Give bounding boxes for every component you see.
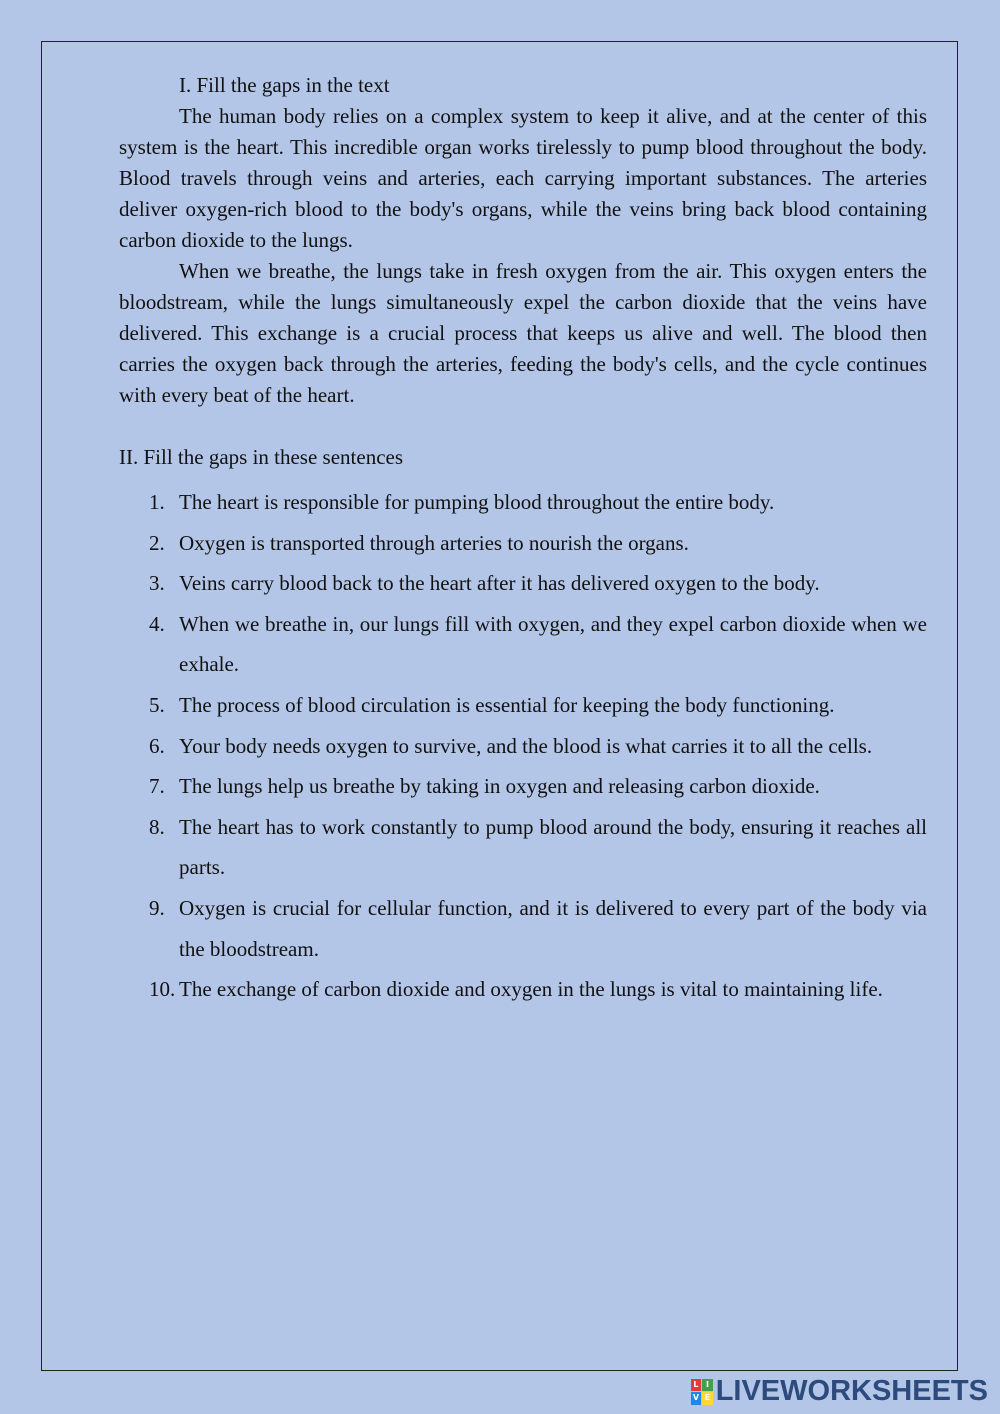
section-1-heading: I. Fill the gaps in the text bbox=[179, 73, 390, 97]
sentence-number: 5. bbox=[149, 692, 165, 717]
sentence-item bbox=[119, 482, 927, 523]
logo-letter: V bbox=[691, 1392, 702, 1405]
sentence-number: 6. bbox=[149, 733, 165, 758]
sentence-item bbox=[119, 604, 927, 685]
sentence-number: 10. bbox=[149, 977, 176, 1002]
sentence-text: When we breathe in, our lungs fill with oxygen, and they expel carbon dioxide when we exhale. bbox=[179, 611, 927, 677]
sentence-text: Your body needs oxygen to survive, and the blood is what carries it to all the cells. bbox=[179, 733, 873, 758]
sentence-text: Oxygen is crucial for cellular function, and it is delivered to every part of the body via the bloodstream. bbox=[179, 895, 927, 961]
sentence-text: The lungs help us breathe by taking in oxygen and releasing carbon dioxide. bbox=[179, 774, 820, 799]
sentence-list bbox=[119, 482, 927, 1010]
sentence-item bbox=[119, 807, 927, 888]
sentence-text: The exchange of carbon dioxide and oxygen in the lungs is vital to maintaining life. bbox=[179, 977, 883, 1002]
liveworksheets-brand[interactable] bbox=[691, 1375, 988, 1408]
sentence-text: The heart has to work constantly to pump blood around the body, ensuring it reaches all parts. bbox=[179, 814, 927, 880]
sentence-text: Veins carry blood back to the heart after it has delivered oxygen to the body. bbox=[179, 571, 820, 596]
liveworksheets-wordmark: LIVEWORKSHEETS bbox=[715, 1375, 988, 1407]
liveworksheets-logo-icon bbox=[691, 1379, 713, 1405]
sentence-item bbox=[119, 969, 927, 1010]
sentence-item bbox=[119, 766, 927, 807]
sentence-item bbox=[119, 523, 927, 564]
sentence-item bbox=[119, 888, 927, 969]
sentence-number: 4. bbox=[149, 611, 165, 636]
sentence-number: 3. bbox=[149, 571, 165, 596]
sentence-item bbox=[119, 685, 927, 726]
sentence-text: The process of blood circulation is essential for keeping the body functioning. bbox=[179, 692, 835, 717]
logo-letter: I bbox=[702, 1379, 713, 1392]
sentence-text: Oxygen is transported through arteries to nourish the organs. bbox=[179, 530, 689, 555]
logo-letter: E bbox=[702, 1392, 713, 1405]
passage-paragraph-1: The human body relies on a complex system to keep it alive, and at the center of this system is the heart. This incredible organ works tirelessly to pump blood throughout the body. Blood travels through veins and arteries, each carrying important substances. The arteries deliver oxygen-rich blood to the body's organs, while the veins bring back blood containing carbon dioxide to the lungs. bbox=[119, 104, 927, 252]
sentence-text: The heart is responsible for pumping blood throughout the entire body. bbox=[179, 490, 775, 514]
sentence-number: 2. bbox=[149, 530, 165, 555]
sentence-number: 1. bbox=[149, 490, 165, 514]
section-2-heading: II. Fill the gaps in these sentences bbox=[119, 445, 404, 469]
sentence-number: 7. bbox=[149, 774, 165, 799]
worksheet-content bbox=[119, 70, 927, 1010]
sentence-item bbox=[119, 563, 927, 604]
sentence-number: 8. bbox=[149, 814, 165, 839]
sentence-item bbox=[119, 726, 927, 767]
passage-paragraph-2: When we breathe, the lungs take in fresh oxygen from the air. This oxygen enters the bloodstream, while the lungs simultaneously expel the carbon dioxide that the veins have delivered. This exchange is a crucial process that keeps us alive and well. The blood then carries the oxygen back through the arteries, feeding the body's cells, and the cycle continues with every beat of the heart. bbox=[119, 259, 927, 407]
logo-letter: L bbox=[691, 1379, 702, 1392]
sentence-number: 9. bbox=[149, 895, 165, 920]
